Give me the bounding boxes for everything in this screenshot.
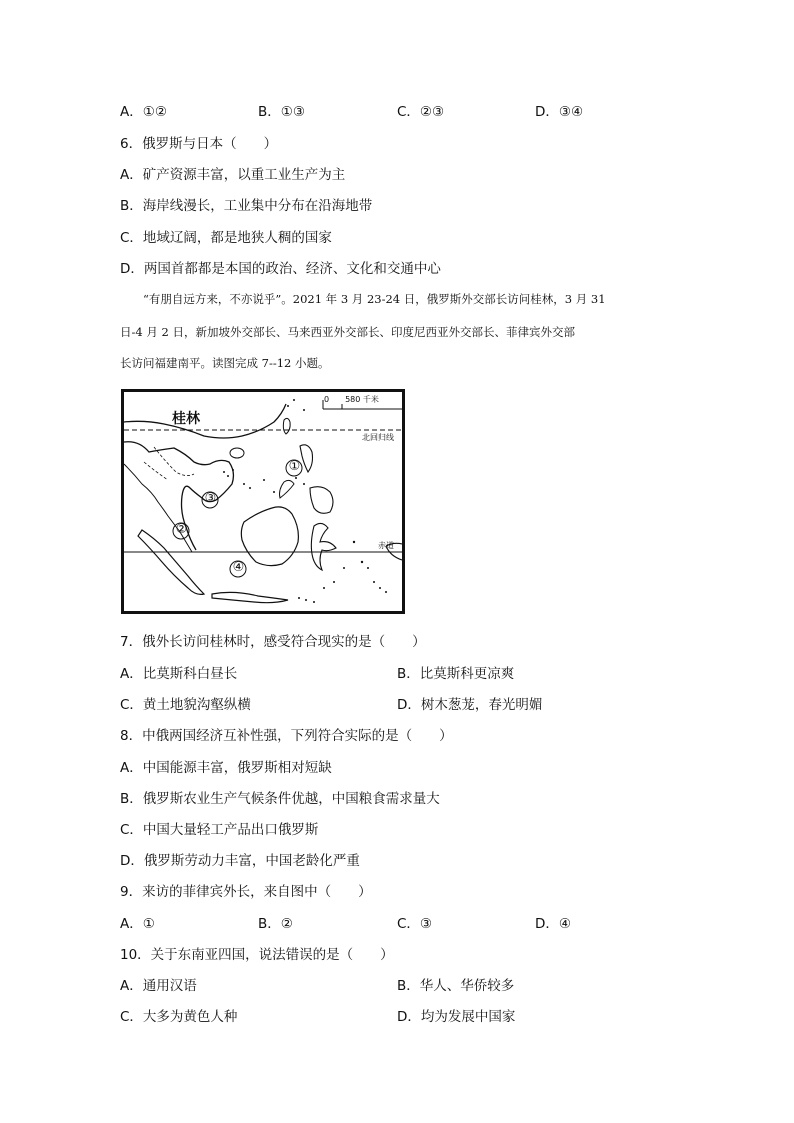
q8-option-b[interactable]: B．俄罗斯农业生产气候条件优越，中国粮食需求量大 [120, 791, 440, 807]
taiwan-island [283, 418, 290, 434]
q10-option-a[interactable]: A．通用汉语 [120, 978, 197, 994]
q9-stem: 9．来访的菲律宾外长，来自图中（ ） [120, 884, 372, 900]
map-drawing [124, 392, 402, 611]
q9-option-a[interactable]: A．① [120, 916, 155, 932]
borneo-island [241, 507, 298, 566]
q10-option-d[interactable]: D．均为发展中国家 [397, 1009, 516, 1025]
sumatra-island [138, 530, 204, 594]
q10-option-c[interactable]: C．大多为黄色人种 [120, 1009, 238, 1025]
java-island [212, 592, 288, 602]
q6-option-c[interactable]: C．地域辽阔，都是地狭人稠的国家 [120, 230, 332, 246]
sulawesi-island [311, 523, 336, 570]
marker-2: ② [175, 522, 188, 537]
mindanao-island [310, 487, 333, 514]
q6-option-b[interactable]: B．海岸线漫长，工业集中分布在沿海地带 [120, 198, 373, 214]
q7-stem: 7．俄外长访问桂林时，感受符合现实的是（ ） [120, 634, 426, 650]
q7-option-c[interactable]: C．黄土地貌沟壑纵横 [120, 697, 251, 713]
q8-stem: 8．中俄两国经济互补性强，下列符合实际的是（ ） [120, 728, 453, 744]
q9-option-d[interactable]: D．④ [535, 916, 571, 932]
q8-option-c[interactable]: C．中国大量轻工产品出口俄罗斯 [120, 822, 319, 838]
q9-option-b[interactable]: B．② [258, 916, 293, 932]
tropic-label: 北回归线 [362, 433, 394, 442]
passage-line-3: 长访问福建南平。读图完成 7--12 小题。 [120, 356, 330, 370]
q10-stem: 10．关于东南亚四国，说法错误的是（ ） [120, 947, 394, 963]
china-coastline [124, 404, 286, 438]
q6-stem: 6．俄罗斯与日本（ ） [120, 136, 278, 152]
passage-line-1: “有朋自远方来，不亦说乎”。2021 年 3 月 23-24 日，俄罗斯外交部长访问桂林，3 月 31 [143, 292, 606, 306]
q7-option-d[interactable]: D．树木葱茏，春光明媚 [397, 697, 543, 713]
q8-option-d[interactable]: D．俄罗斯劳动力丰富，中国老龄化严重 [120, 853, 360, 869]
marker-4: ④ [232, 560, 245, 575]
q6-option-d[interactable]: D．两国首都都是本国的政治、经济、文化和交通中心 [120, 261, 441, 277]
palawan-island [280, 480, 295, 498]
q5-option-a[interactable]: A．①② [120, 104, 167, 120]
q6-option-a[interactable]: A．矿产资源丰富，以重工业生产为主 [120, 167, 346, 183]
passage-line-2: 日-4 月 2 日，新加坡外交部长、马来西亚外交部长、印度尼西亚外交部长、菲律宾外交部 [120, 325, 575, 339]
scale-label: 0 580 千米 [324, 395, 379, 404]
equator-label: 赤道 [378, 541, 394, 550]
city-label-guilin: 桂林 [172, 411, 200, 427]
marker-3: ③ [204, 491, 217, 506]
inland-border-1 [154, 447, 194, 476]
inland-border-2 [144, 462, 168, 480]
q5-option-b[interactable]: B．①③ [258, 104, 305, 120]
q5-option-c[interactable]: C．②③ [397, 104, 445, 120]
q8-option-a[interactable]: A．中国能源丰富，俄罗斯相对短缺 [120, 760, 332, 776]
q9-option-c[interactable]: C．③ [397, 916, 433, 932]
q10-option-b[interactable]: B．华人、华侨较多 [397, 978, 515, 994]
southeast-asia-map [121, 389, 405, 614]
q7-option-b[interactable]: B．比莫斯科更凉爽 [397, 666, 515, 682]
q7-option-a[interactable]: A．比莫斯科白昼长 [120, 666, 238, 682]
q5-option-d[interactable]: D．③④ [535, 104, 584, 120]
hainan-island [230, 448, 244, 458]
marker-1: ① [288, 459, 301, 474]
